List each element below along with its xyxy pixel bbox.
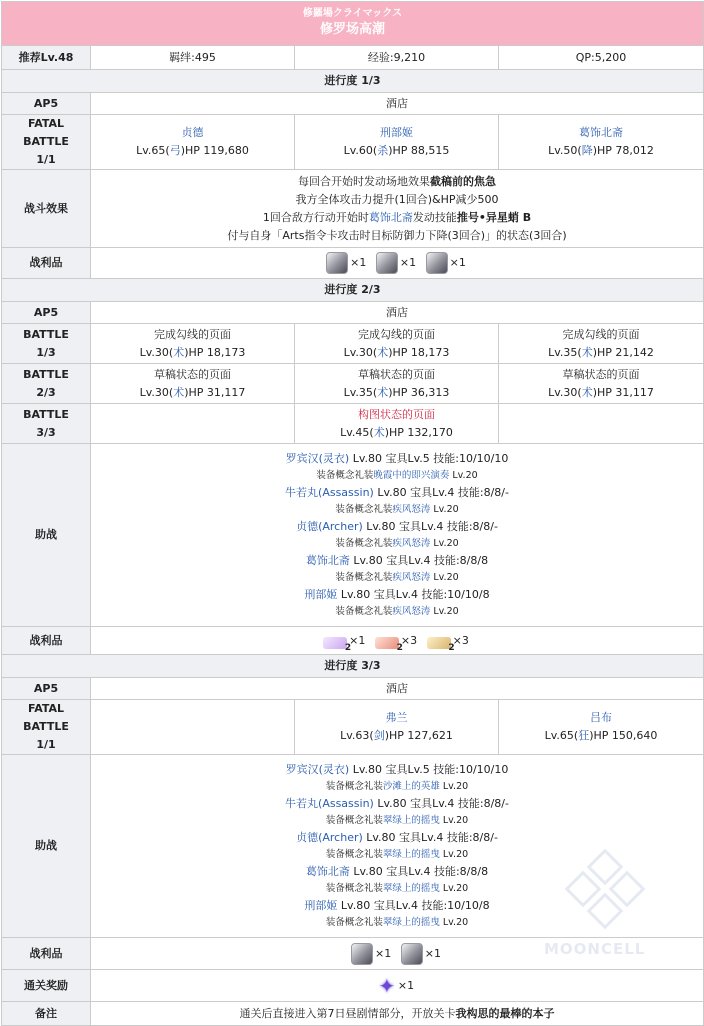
enemy-cell: 弗兰 Lv.63(剑)HP 127,621 — [295, 700, 499, 755]
enemy-cell: 完成勾线的页面 Lv.35(术)HP 21,142 — [499, 324, 704, 364]
battle-row — [2, 364, 704, 404]
class-link[interactable]: 术 — [173, 345, 185, 359]
enemy-name: 完成勾线的页面 — [154, 327, 231, 341]
enemy-cell: 草稿状态的页面 Lv.35(术)HP 36,313 — [295, 364, 499, 404]
ap-row — [2, 93, 704, 115]
progress-header: 进行度 3/3 — [2, 655, 704, 678]
enemy-link[interactable]: 吕布 — [590, 711, 612, 724]
ap-cost: AP5 — [2, 302, 91, 324]
clear-reward-item: ✦ ×1 — [91, 970, 704, 1002]
servant-link[interactable]: 葛饰北斋 — [305, 554, 350, 567]
battle-number: 3/3 — [36, 425, 56, 439]
enemy-link[interactable]: 刑部姬 — [380, 126, 413, 139]
servant-link[interactable]: 葛饰北斋 — [305, 865, 350, 878]
exp-value: 经验:9,210 — [295, 46, 499, 70]
clear-reward-label: 通关奖励 — [2, 970, 91, 1002]
enemy-link[interactable]: 贞德 — [181, 126, 204, 139]
enemy-cell: 吕布 Lv.65(狂)HP 150,640 — [499, 700, 704, 755]
battle-effect-label: 战斗效果 — [2, 170, 91, 248]
enemy-link[interactable]: 弗兰 — [385, 711, 408, 724]
support-list: 罗宾汉(灵衣) Lv.80 宝具Lv.5 技能:10/10/10 装备概念礼装沙滩上的英雄 Lv.20 牛若丸(Assassin) Lv.80 宝具Lv.4 技能:8/8/- 装备概念礼装翠绿上的摇曳 Lv.20 贞德(Archer) Lv.80 宝具Lv.4 技能:8/8/- 装备概念礼装翠绿上的摇曳 Lv.20 葛饰北斋 Lv.80 宝具Lv.4 技能:8/8/8 装备概念礼装翠绿上的摇曳 Lv.20 刑部姬 Lv.80 宝具Lv.4 技能:10/10/8 装备概念礼装翠绿上的摇曳 Lv.20 — [91, 755, 704, 938]
battle-number: 1/1 — [36, 738, 56, 751]
battle-label: BATTLE — [23, 407, 69, 421]
craft-essence-link[interactable]: 沙滩上的英雄 — [382, 781, 440, 792]
ap-cost: AP5 — [2, 93, 91, 115]
class-link[interactable]: 杀 — [377, 144, 389, 157]
servant-link[interactable]: 贞德(Archer) — [296, 831, 363, 844]
notes-text: 通关后直接进入第7日昼剧情部分，开放关卡我构思的最棒的本子 — [91, 1002, 704, 1026]
progress-header: 进行度 2/3 — [2, 279, 704, 302]
watermark — [540, 848, 670, 958]
battle-row — [2, 115, 704, 170]
silver-statue-icon[interactable] — [401, 943, 423, 965]
silver-statue-icon[interactable] — [376, 252, 398, 274]
quest-title-jp: 修羅場クライマックス — [302, 8, 403, 19]
battle-label: BATTLE — [23, 367, 69, 381]
ap-cost: AP5 — [2, 678, 91, 700]
battle-row — [2, 700, 704, 755]
drops-row — [2, 248, 704, 279]
servant-link[interactable]: 刑部姬 — [304, 588, 338, 601]
ap-row — [2, 302, 704, 324]
battle-row — [2, 404, 704, 444]
battle-effect-row — [2, 170, 704, 248]
class-link[interactable]: 弓 — [169, 144, 181, 157]
craft-essence-link[interactable]: 疾风怒涛 — [392, 504, 431, 515]
servant-link[interactable]: 牛若丸(Assassin) — [285, 797, 374, 810]
craft-essence-link[interactable]: 翠绿上的摇曳 — [382, 815, 440, 826]
servant-link[interactable]: 牛若丸(Assassin) — [285, 486, 374, 499]
servant-link[interactable]: 罗宾汉(灵衣) — [285, 452, 350, 465]
class-link[interactable]: 术 — [377, 345, 389, 359]
bond-value: 羁绊:495 — [91, 46, 295, 70]
battle-number: 2/3 — [36, 385, 56, 399]
enemy-cell: 葛饰北斋 Lv.50(降)HP 78,012 — [499, 115, 704, 170]
servant-link[interactable]: 贞德(Archer) — [296, 520, 363, 533]
recommended-level: 推荐Lv.48 — [2, 46, 91, 70]
battle-label: FATAL BATTLE — [23, 702, 69, 733]
servant-link[interactable]: 刑部姬 — [304, 899, 338, 912]
enemy-cell: 刑部姬 Lv.60(杀)HP 88,515 — [295, 115, 499, 170]
enemy-cell-empty — [499, 404, 704, 444]
ap-row — [2, 678, 704, 700]
enemy-name: 草稿状态的页面 — [358, 367, 435, 381]
craft-essence-link[interactable]: 疾风怒涛 — [392, 572, 431, 583]
enemy-cell: 贞德 Lv.65(弓)HP 119,680 — [91, 115, 295, 170]
location: 酒店 — [91, 678, 704, 700]
drops-list: ×1 ×1 ×1 — [91, 248, 704, 279]
class-link[interactable]: 术 — [377, 385, 389, 399]
qp-value: QP:5,200 — [499, 46, 704, 70]
drops-label: 战利品 — [2, 248, 91, 279]
drops-list: 2 ×1 2 ×3 2 ×3 — [91, 627, 704, 655]
silver-gear-icon[interactable] — [426, 252, 448, 274]
drops-list: ×1 ×1 — [91, 938, 704, 970]
quest-title-cn: 修罗场高潮 — [320, 22, 386, 37]
enemy-link[interactable]: 葛饰北斋 — [579, 126, 623, 139]
enemy-name: 完成勾线的页面 — [562, 327, 640, 341]
enemy-cell-empty — [91, 700, 295, 755]
enemy-cell: 草稿状态的页面 Lv.30(术)HP 31,117 — [91, 364, 295, 404]
notes-row — [2, 1002, 704, 1026]
drops-label: 战利品 — [2, 627, 91, 655]
battle-row — [2, 324, 704, 364]
class-link[interactable]: 术 — [581, 385, 593, 399]
craft-essence-link[interactable]: 疾风怒涛 — [392, 606, 431, 617]
craft-essence-link[interactable]: 翠绿上的摇曳 — [382, 883, 440, 894]
craft-essence-link[interactable]: 疾风怒涛 — [392, 538, 431, 549]
lavender-card-icon[interactable]: 2 — [323, 637, 347, 649]
craft-essence-link[interactable]: 翠绿上的摇曳 — [382, 917, 440, 928]
serpent-jewel-icon[interactable] — [326, 252, 348, 274]
battle-label: FATAL BATTLE — [23, 117, 69, 148]
servant-link[interactable]: 罗宾汉(灵衣) — [285, 763, 350, 776]
class-link[interactable]: 降 — [581, 144, 593, 157]
class-link[interactable]: 术 — [373, 425, 385, 439]
class-link[interactable]: 狂 — [578, 729, 590, 742]
drops-label: 战利品 — [2, 938, 91, 970]
class-link[interactable]: 术 — [581, 345, 593, 359]
class-link[interactable]: 剑 — [373, 729, 385, 742]
support-list: 罗宾汉(灵衣) Lv.80 宝具Lv.5 技能:10/10/10 装备概念礼装晚霞中的即兴演奏 Lv.20 牛若丸(Assassin) Lv.80 宝具Lv.4 技能:8/8/- 装备概念礼装疾风怒涛 Lv.20 贞德(Archer) Lv.80 宝具Lv.4 技能:8/8/- 装备概念礼装疾风怒涛 Lv.20 葛饰北斋 Lv.80 宝具Lv.4 技能:8/8/8 装备概念礼装疾风怒涛 Lv.20 刑部姬 Lv.80 宝具Lv.4 技能:10/10/8 装备概念礼装疾风怒涛 Lv.20 — [91, 444, 704, 627]
quest-title-row — [2, 2, 704, 46]
craft-essence-link[interactable]: 晚霞中的即兴演奏 — [373, 470, 450, 481]
craft-essence-link[interactable]: 翠绿上的摇曳 — [382, 849, 440, 860]
enemy-name: 构图状态的页面 — [358, 407, 435, 421]
enemy-name: 完成勾线的页面 — [358, 327, 435, 341]
summary-row — [2, 46, 704, 70]
enemy-cell: 完成勾线的页面 Lv.30(术)HP 18,173 — [295, 324, 499, 364]
enemy-name: 草稿状态的页面 — [562, 367, 640, 381]
class-link[interactable]: 术 — [173, 385, 185, 399]
watermark-text: MOONCELL — [544, 940, 646, 958]
location: 酒店 — [91, 302, 704, 324]
battle-label: BATTLE — [23, 327, 69, 341]
enemy-cell-empty — [91, 404, 295, 444]
enemy-link[interactable]: 葛饰北斋 — [368, 210, 413, 224]
saint-quartz-icon[interactable]: ✦ — [378, 973, 396, 998]
pink-card-icon[interactable]: 2 — [375, 637, 399, 649]
gold-card-icon[interactable]: 2 — [427, 637, 451, 649]
notes-label: 备注 — [2, 1002, 91, 1026]
drops-row — [2, 627, 704, 655]
enemy-cell: 构图状态的页面 Lv.45(术)HP 132,170 — [295, 404, 499, 444]
enemy-name: 草稿状态的页面 — [154, 367, 231, 381]
support-label: 助战 — [2, 444, 91, 627]
silver-gear-icon[interactable] — [351, 943, 373, 965]
battle-number: 1/1 — [36, 153, 56, 166]
enemy-cell: 草稿状态的页面 Lv.30(术)HP 31,117 — [499, 364, 704, 404]
support-label: 助战 — [2, 755, 91, 938]
battle-number: 1/3 — [36, 345, 56, 359]
location: 酒店 — [91, 93, 704, 115]
clear-reward-row — [2, 970, 704, 1002]
enemy-cell: 完成勾线的页面 Lv.30(术)HP 18,173 — [91, 324, 295, 364]
progress-header: 进行度 1/3 — [2, 70, 704, 93]
support-row — [2, 444, 704, 627]
battle-effect-text: 每回合开始时发动场地效果截稿前的焦急 我方全体攻击力提升(1回合)&HP减少500 1回合敌方行动开始时葛饰北斋发动技能推号•异星蛸 B 付与自身「Arts指令卡攻击时目标防御力下降(3回合)」的状态(3回合) — [91, 170, 704, 248]
